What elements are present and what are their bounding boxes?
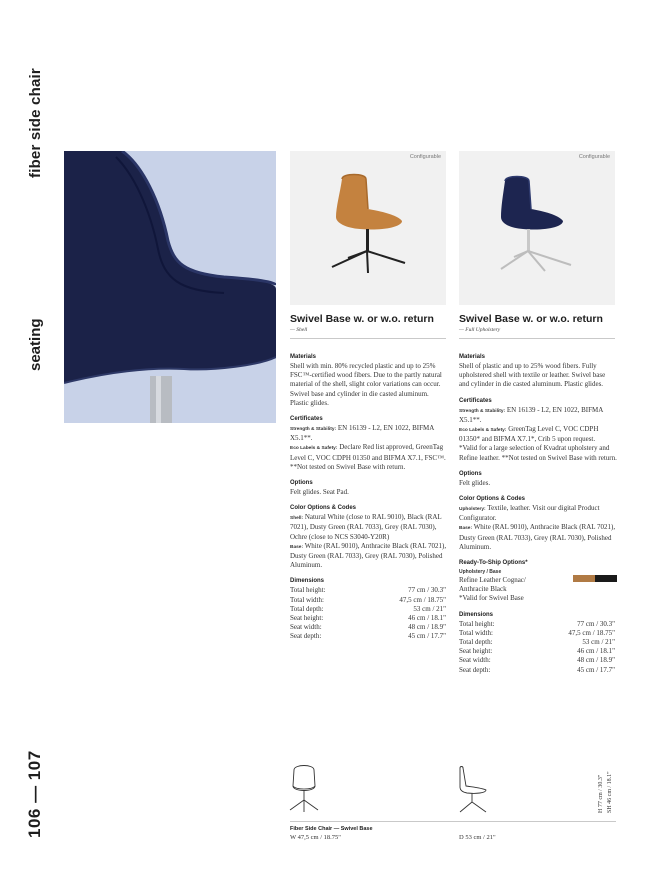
dimension-row: Total height: 77 cm / 30.3" <box>459 619 615 628</box>
dimensions-list <box>459 620 617 675</box>
certificate-eco <box>290 443 448 462</box>
strength-label: Strength & Stability: <box>459 408 506 414</box>
dimensions-heading: Dimensions <box>290 578 325 585</box>
eco-text: GreenTag Level C, VOC CDPH 01350* and BIFMA X7.1*, Crib 5 upon request. <box>459 425 599 444</box>
configurable-badge: Configurable <box>578 154 610 160</box>
drawing-caption: Fiber Side Chair — Swivel Base <box>290 826 373 832</box>
dimension-row: Total width: 47,5 cm / 18.75" <box>290 595 446 604</box>
strength-text: EN 16139 - L2, EN 1022, BIFMA X5.1**. <box>290 424 434 443</box>
hero-product-photo <box>64 151 276 423</box>
dimensions-heading: Dimensions <box>459 611 494 618</box>
certificate-note: *Valid for a large selection of Kvadrat upholstery and Refine leather. **Not tested on Swivel Base with return. <box>459 444 617 462</box>
certificate-strength <box>290 424 448 443</box>
eco-text: Declare Red list approved, GreenTag Level C, VOC CDPH 01350 and BIFMA X7.1, FSC™. <box>290 443 446 462</box>
base-colors: White (RAL 9010), Anthracite Black (RAL 7021), Dusty Green (RAL 7033), Grey (RAL 7030), Polished Aluminum. <box>459 523 616 551</box>
options-heading: Options <box>459 470 482 477</box>
eco-label: Eco Labels & Safety: <box>290 446 338 452</box>
chair-front-drawing <box>286 764 326 816</box>
dimension-row: Total width: 47,5 cm / 18.75" <box>459 628 615 637</box>
materials-text: Shell with min. 80% recycled plastic and up to 25% FSC™-certified wood fibers. Due to the partly natural material of the shell, slight color variations can occur. Swivel base and cylinder in die casted aluminum. Plastic glides. <box>290 362 442 407</box>
base-colors: White (RAL 9010), Anthracite Black (RAL 7021), Dusty Green (RAL 7033), Grey (RAL 7030), Polished Aluminum. <box>290 541 447 570</box>
certificate-strength <box>459 406 617 425</box>
materials-text: Shell of plastic and up to 25% wood fibers. Fully upholstered shell with textile or leather. Swivel base and cylinder in die casted aluminum. Plastic glides. <box>459 362 606 389</box>
dimension-row: Total height: 77 cm / 30.3" <box>290 586 446 595</box>
configurable-badge: Configurable <box>409 154 441 160</box>
materials-heading: Materials <box>459 354 486 360</box>
product-spec-column-shell <box>290 313 448 642</box>
upholstery-colors: Textile, leather. Visit our digital Product Configurator. <box>459 504 600 523</box>
dimension-row: Seat height: 46 cm / 18.1" <box>290 614 446 623</box>
ready-to-ship-heading: Ready-To-Ship Options* <box>459 560 528 567</box>
product-title: Swivel Base w. or w.o. return <box>290 313 434 325</box>
chair-upholstered-photo <box>459 151 615 305</box>
color-options-heading: Color Options & Codes <box>459 496 525 503</box>
ready-to-ship-text: Refine Leather Cognac/ Anthracite Black <box>459 576 526 594</box>
dimension-row: Total depth: 53 cm / 21" <box>290 604 446 613</box>
divider <box>459 338 615 339</box>
ready-to-ship-note: *Valid for Swivel Base <box>459 594 524 603</box>
base-label: Base: <box>290 544 304 550</box>
product-title: Swivel Base w. or w.o. return <box>459 313 603 325</box>
product-subtitle: — Shell <box>290 327 308 333</box>
eco-label: Eco Labels & Safety: <box>459 428 507 434</box>
product-subtitle: — Full Upholstery <box>459 327 501 333</box>
drawing-depth: D 53 cm / 21" <box>459 834 496 841</box>
color-option-base <box>290 542 448 571</box>
certificates-heading: Certificates <box>459 397 492 404</box>
certificate-note: **Not tested on Swivel Base with return. <box>290 462 406 471</box>
dimension-row: Total depth: 53 cm / 21" <box>459 638 615 647</box>
strength-text: EN 16139 - L2, EN 1022, BIFMA X5.1**. <box>459 405 603 424</box>
color-option-shell <box>290 513 448 542</box>
catalog-section-title: fiber side chair <box>27 68 44 178</box>
color-option-base <box>459 523 617 552</box>
materials-heading: Materials <box>290 354 317 360</box>
base-label: Base: <box>459 526 473 532</box>
certificate-eco <box>459 425 617 444</box>
drawing-height: H 77 cm / 30.3" <box>598 774 604 813</box>
shell-colors: Natural White (close to RAL 9010), Black (RAL 7021), Dusty Green (RAL 7033), Grey (RAL 7030), Ochre (close to NCS S3040-Y20R) <box>290 513 442 541</box>
options-text: Felt glides. <box>459 478 491 487</box>
dimensions-list <box>290 586 448 641</box>
chair-side-drawing <box>454 764 494 816</box>
swatch-cognac <box>573 575 595 582</box>
options-text: Felt glides. Seat Pad. <box>290 488 349 497</box>
color-option-upholstery <box>459 504 617 523</box>
product-spec-column-upholstery <box>459 313 617 675</box>
drawing-width: W 47,5 cm / 18.75" <box>290 834 341 841</box>
drawing-seat-height: SH 46 cm / 18.1" <box>607 771 613 813</box>
dimension-row: Seat height: 46 cm / 18.1" <box>459 647 615 656</box>
color-options-heading: Color Options & Codes <box>290 505 356 512</box>
divider <box>290 821 616 822</box>
strength-label: Strength & Stability: <box>290 427 337 433</box>
catalog-category: seating <box>27 318 44 371</box>
product-image-card-shell <box>290 151 446 305</box>
swatch-anthracite-black <box>595 575 617 582</box>
shell-label: Shell: <box>290 516 304 522</box>
options-heading: Options <box>290 480 313 487</box>
dimension-row: Seat depth: 45 cm / 17.7" <box>459 665 615 674</box>
page-numbers: 106 — 107 <box>25 750 44 838</box>
dimension-row: Seat depth: 45 cm / 17.7" <box>290 632 446 641</box>
product-image-card-upholstery <box>459 151 615 305</box>
color-swatches <box>573 575 617 582</box>
ready-to-ship-block <box>459 559 617 604</box>
certificates-heading: Certificates <box>290 416 323 423</box>
divider <box>290 338 446 339</box>
dimension-row: Seat width: 48 cm / 18.9" <box>290 623 446 632</box>
chair-shell-photo <box>290 151 446 305</box>
ready-to-ship-label: Upholstery / Base <box>459 569 502 576</box>
dimension-row: Seat width: 48 cm / 18.9" <box>459 656 615 665</box>
upholstery-label: Upholstery: <box>459 507 486 513</box>
